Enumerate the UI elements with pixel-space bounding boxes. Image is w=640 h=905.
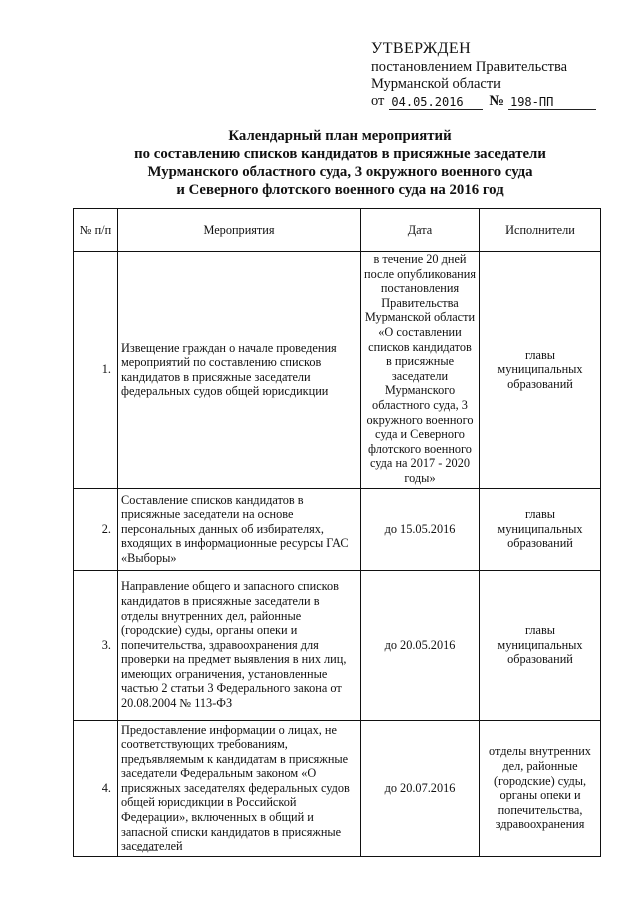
approval-line-2: Мурманской области <box>371 76 501 92</box>
table-row <box>74 570 601 720</box>
page-divider <box>136 850 158 851</box>
approval-heading: УТВЕРЖДЕН <box>371 40 472 57</box>
approval-block <box>371 40 611 110</box>
title-line-1: Календарный план мероприятий <box>228 128 452 144</box>
row-event: Составление списков кандидатов в присяжные заседатели на основе персональных данных об избирателях, входящих в информационные ресурсы ГАС «Выборы» <box>118 488 361 570</box>
row-date: до 20.05.2016 <box>361 570 480 720</box>
row-date: до 20.07.2016 <box>361 720 480 856</box>
title-line-4: и Северного флотского военного суда на 2016 год <box>176 182 504 198</box>
row-executors: главы муниципальных образований <box>480 488 601 570</box>
approval-date-number-row <box>371 93 611 110</box>
title-line-2: по составлению списков кандидатов в присяжные заседатели <box>134 146 546 162</box>
document-title <box>100 127 580 199</box>
row-executors: отделы внутренних дел, районные (городские) суды, органы опеки и попечительства, здравоохранения <box>480 720 601 856</box>
row-executors: главы муниципальных образований <box>480 570 601 720</box>
from-label: от <box>371 93 385 109</box>
number-label: № <box>489 93 504 109</box>
approval-line-1: постановлением Правительства <box>371 59 568 75</box>
row-date: в течение 20 дней после опубликования постановления Правительства Мурманской области «О составлении списков кандидатов в присяжные заседатели Мурманского областного суда, 3 окружного военного суда и Северного флотского военного суда на 2017 - 2020 годы» <box>361 252 480 489</box>
row-event: Извещение граждан о начале проведения мероприятий по составлению списков кандидатов в присяжные заседатели федеральных судов общей юрисдикции <box>118 252 361 489</box>
row-num: 3. <box>74 570 118 720</box>
header-executors: Исполнители <box>480 209 601 252</box>
row-num: 1. <box>74 252 118 489</box>
row-executors: главы муниципальных образований <box>480 252 601 489</box>
approval-date: 04.05.2016 <box>389 95 483 110</box>
row-event: Предоставление информации о лицах, не соответствующих требованиям, предъявляемым к кандидатам в присяжные заседатели Федеральным законом «О присяжных заседателях федеральных судов общей юрисдикции в Российской Федерации», включенных в общий и запасной списки кандидатов в присяжные заседателей <box>118 720 361 856</box>
table-row <box>74 720 601 856</box>
table-row <box>74 252 601 489</box>
table-row <box>74 488 601 570</box>
row-num: 2. <box>74 488 118 570</box>
header-num: № п/п <box>74 209 118 252</box>
table-header-row <box>74 209 601 252</box>
title-line-3: Мурманского областного суда, 3 окружного военного суда <box>147 164 533 180</box>
row-date: до 15.05.2016 <box>361 488 480 570</box>
row-num: 4. <box>74 720 118 856</box>
header-date: Дата <box>361 209 480 252</box>
events-table <box>73 208 601 857</box>
row-event: Направление общего и запасного списков кандидатов в присяжные заседатели в отделы внутренних дел, районные (городские) суды, органы опеки и попечительства, здравоохранения для проверки на предмет выявления в них лиц, имеющих ограничения, установленные частью 2 статьи 3 Федерального закона от 20.08.2004 № 113-ФЗ <box>118 570 361 720</box>
header-event: Мероприятия <box>118 209 361 252</box>
approval-number: 198-ПП <box>508 95 596 110</box>
